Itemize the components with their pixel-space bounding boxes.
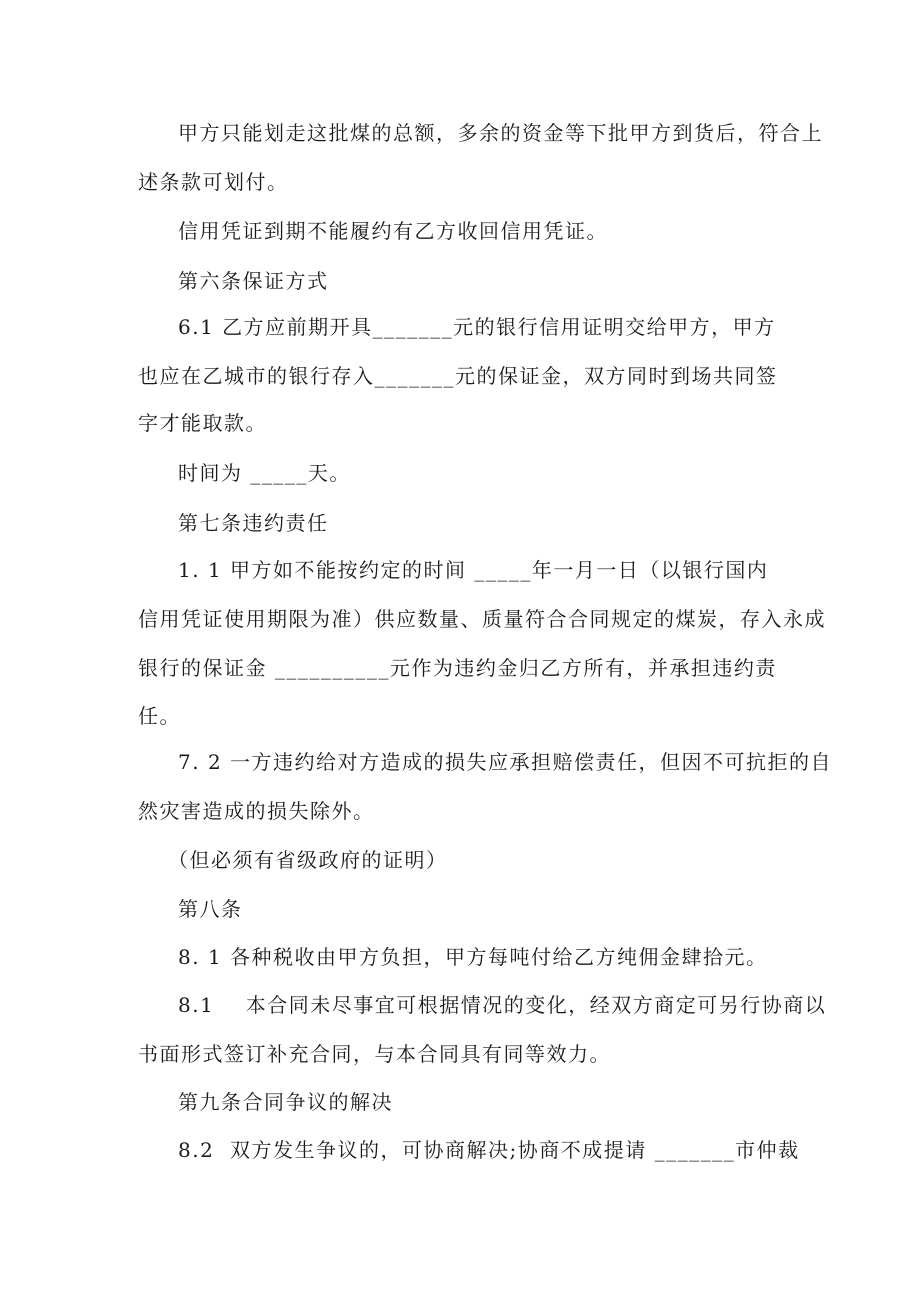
section-heading: 第七条违约责任: [178, 511, 329, 535]
paragraph-line: 8. 1 各种税收由甲方负担，甲方每吨付给乙方纯佣金肆拾元。: [178, 945, 768, 969]
paragraph-line: 也应在乙城市的银行存入_______元的保证金，双方同时到场共同签: [138, 364, 778, 388]
paragraph-line: 字才能取款。: [138, 411, 267, 435]
paragraph-line: 甲方只能划走这批煤的总额，多余的资金等下批甲方到货后，符合上: [178, 121, 823, 145]
section-heading: 第八条: [178, 897, 243, 921]
paragraph-line: 时间为 _____天。: [178, 461, 351, 485]
paragraph-line: 1. 1 甲方如不能按约定的时间 _____年一月一日（以银行国内: [178, 558, 769, 582]
paragraph-line: （但必须有省级政府的证明）: [168, 848, 448, 872]
paragraph-line: 银行的保证金 __________元作为违约金归乙方所有，并承担违约责: [138, 656, 777, 680]
paragraph-line: 述条款可划付。: [138, 170, 289, 194]
section-heading: 第九条合同争议的解决: [178, 1090, 393, 1114]
paragraph-line: 6.1 乙方应前期开具_______元的银行信用证明交给甲方，甲方: [178, 315, 776, 339]
paragraph-line: 7. 2 一方违约给对方造成的损失应承担赔偿责任，但因不可抗拒的自: [178, 750, 833, 774]
paragraph-line: 8.2 双方发生争议的，可协商解决;协商不成提请 _______市仲裁: [178, 1138, 800, 1162]
section-heading: 第六条保证方式: [178, 269, 329, 293]
paragraph-line: 然灾害造成的损失除外。: [138, 799, 375, 823]
paragraph-line: 信用凭证使用期限为准）供应数量、质量符合合同规定的煤炭，存入永成: [138, 607, 826, 631]
paragraph-line: 8.1 本合同未尽事宜可根据情况的变化，经双方商定可另行协商以: [178, 993, 827, 1017]
paragraph-line: 任。: [138, 704, 181, 728]
paragraph-line: 书面形式签订补充合同，与本合同具有同等效力。: [138, 1042, 611, 1066]
paragraph-line: 信用凭证到期不能履约有乙方收回信用凭证。: [178, 219, 608, 243]
